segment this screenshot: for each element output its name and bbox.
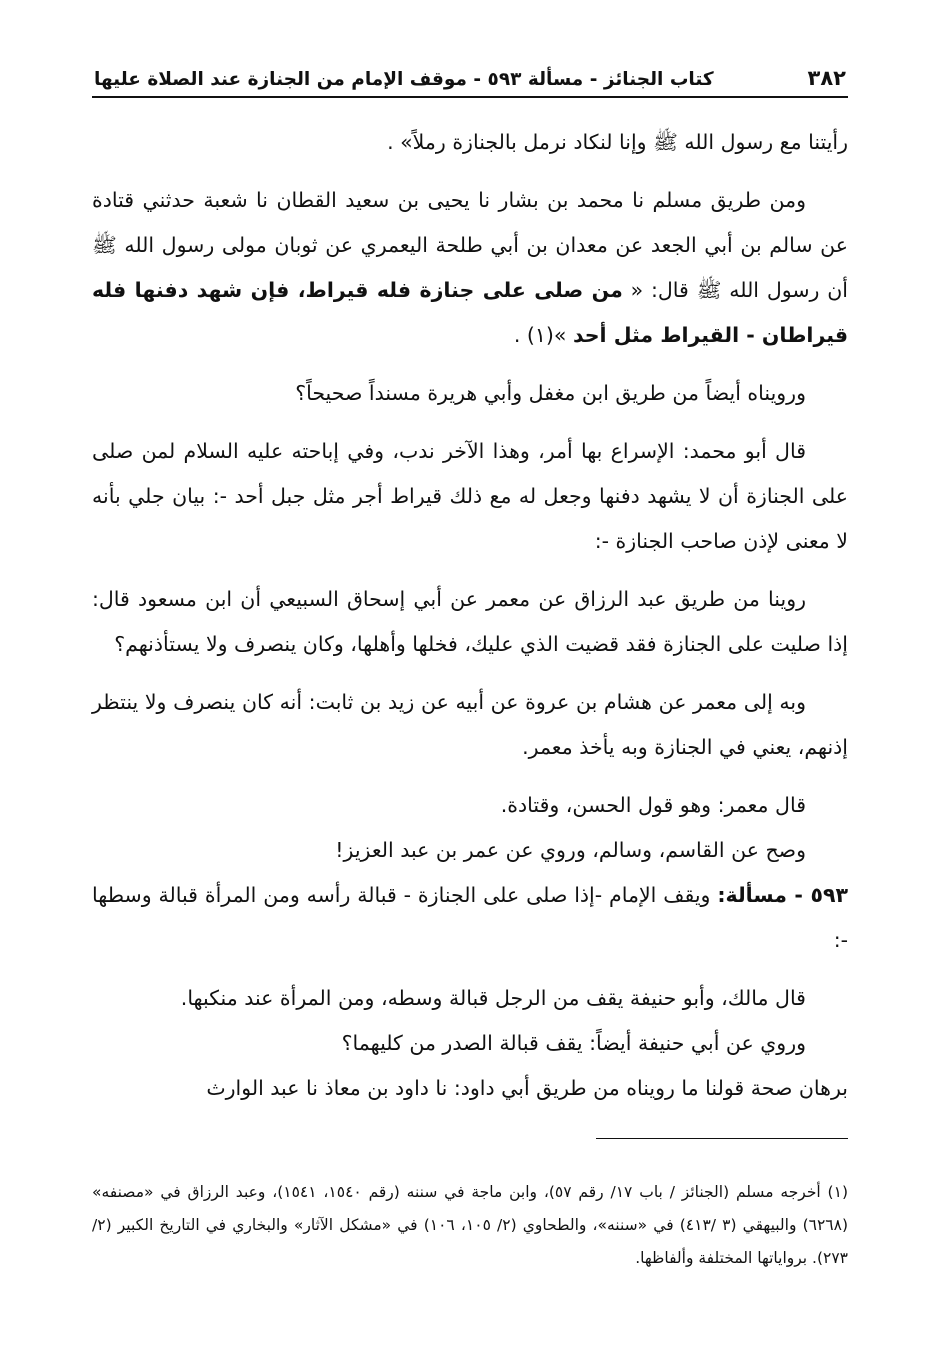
footnote-divider	[596, 1138, 848, 1139]
paragraph: ورويناه أيضاً من طريق ابن مغفل وأبي هريرة مسنداً صحيحاً؟	[295, 381, 806, 405]
paragraph: روينا من طريق عبد الرزاق عن معمر عن أبي إسحاق السبيعي أن ابن مسعود قال: إذا صليت على الجنازة فقد قضيت الذي عليك، فخلها وأهلها، وكان ينصرف ولا يستأذنهم؟	[92, 587, 848, 656]
footnote-1: (١) أخرجه مسلم (الجنائز / باب ١٧/ رقم ٥٧)، وابن ماجة في سننه (رقم ١٥٤٠، ١٥٤١)، وعبد الرزاق في «مصنفه» (٦٢٦٨) والبيهقي (٣ /٤١٣) في «سننه»، والطحاوي (٢/ ١٠٥، ١٠٦) في «مشكل الآثار» والبخاري في التاريخ الكبير (٢/ ٢٧٣). برواياتها المختلفة وألفاظها.	[92, 1183, 849, 1267]
paragraph: قال أبو محمد: الإسراع بها أمر، وهذا الآخر ندب، وفي إباحته عليه السلام لمن صلى على الجنازة أن لا يشهد دفنها وجعل له مع ذلك قيراط أجر مثل جبل أحد -: بيان جلي بأنه لا معنى لإذن صاحب الجنازة -:	[92, 439, 848, 553]
paragraph: قال معمر: وهو قول الحسن، وقتادة.	[500, 793, 806, 817]
page-number: ٣٨٢	[807, 66, 846, 90]
masala-heading	[92, 873, 848, 963]
hadith-quote: من صلى على جنازة فله قيراط، فإن شهد دفنها فله قيراطان - القيراط مثل أحد	[92, 278, 848, 347]
page-header	[92, 48, 848, 98]
isnad-text: ومن طريق مسلم نا محمد بن بشار نا يحيى بن سعيد القطان نا شعبة حدثني قتادة عن سالم بن أبي الجعد عن معدان بن أبي طلحة اليعمري عن ثوبان مولى رسول الله ﷺ أن رسول الله ﷺ قال: «	[92, 188, 848, 302]
book-page	[92, 48, 848, 1348]
paragraph: وصح عن القاسم، وسالم، وروي عن عمر بن عبد العزيز!	[335, 838, 806, 862]
masala-text: ويقف الإمام -إذا صلى على الجنازة - قبالة رأسه ومن المرأة قبالة وسطها -:	[92, 883, 848, 952]
main-text	[92, 120, 848, 1111]
footnote-ref: »(١) .	[513, 323, 573, 347]
masala-number: ٥٩٣ - مسألة:	[717, 883, 848, 907]
running-title: كتاب الجنائز - مسألة ٥٩٣ - موقف الإمام من الجنازة عند الصلاة عليها	[94, 69, 714, 90]
paragraph: برهان صحة قولنا ما رويناه من طريق أبي داود: نا داود بن معاذ نا عبد الوارث	[206, 1076, 848, 1100]
footnotes	[92, 1176, 848, 1275]
paragraph: وروي عن أبي حنيفة أيضاً: يقف قبالة الصدر من كليهما؟	[341, 1031, 806, 1055]
paragraph: وبه إلى معمر عن هشام بن عروة عن أبيه عن زيد بن ثابت: أنه كان ينصرف ولا ينتظر إذنهم، يعني في الجنازة وبه يأخذ معمر.	[92, 690, 848, 759]
paragraph: قال مالك، وأبو حنيفة يقف من الرجل قبالة وسطه، ومن المرأة عند منكبها.	[180, 986, 806, 1010]
paragraph: رأيتنا مع رسول الله ﷺ وإنا لنكاد نرمل بالجنازة رملاً» .	[387, 130, 848, 154]
hadith-paragraph	[92, 178, 848, 358]
